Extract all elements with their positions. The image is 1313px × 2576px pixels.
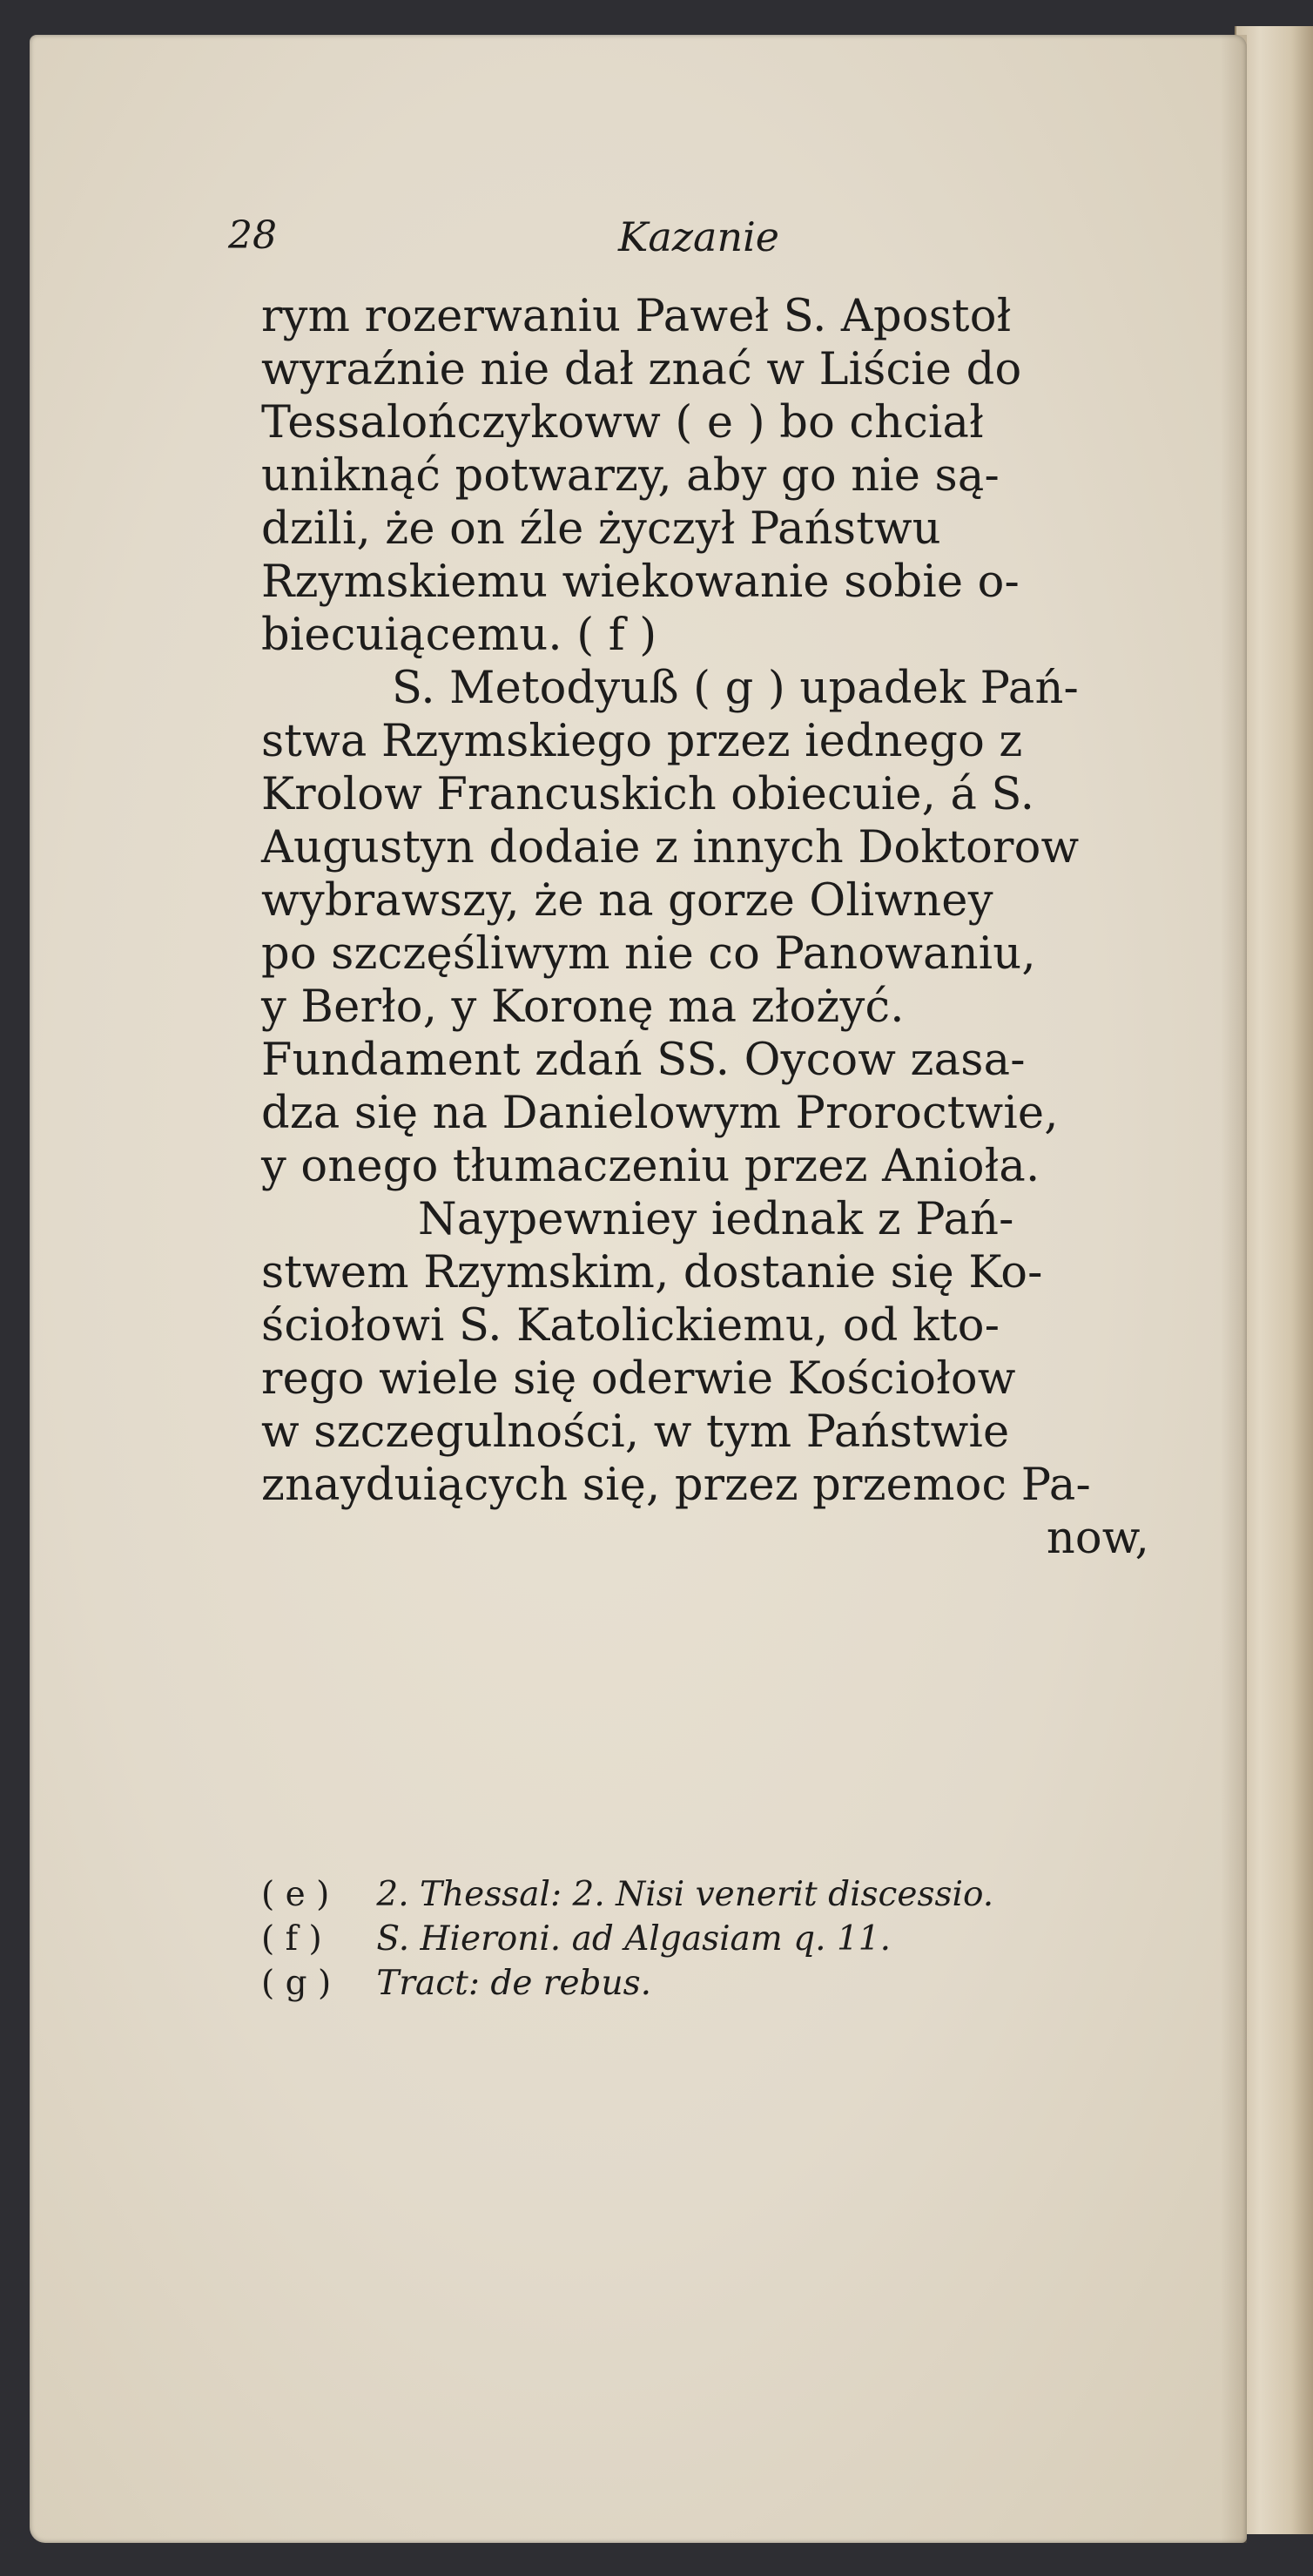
footnote-text: Tract: de rebus. <box>376 1964 652 2003</box>
text-line: wybrawszy, że na gorze Oliwney <box>261 875 993 927</box>
text-line: po szczęśliwym nie co Panowaniu, <box>261 928 1036 980</box>
text-line: Rzymskiemu wiekowanie sobie o- <box>261 556 1020 608</box>
text-line: Augustyn dodaie z innych Doktorow <box>261 822 1080 873</box>
text-line: Krolow Francuskich obiecuie, á S. <box>261 769 1035 820</box>
footnote <box>261 1917 1202 1961</box>
footnote-mark: ( f ) <box>261 1919 322 1959</box>
catchword: now, <box>1046 1513 1149 1564</box>
text-line: Tessalończykoww ( e ) bo chciał <box>261 397 984 448</box>
footnotes <box>261 1872 1202 2006</box>
text-line: w szczegulności, w tym Państwie <box>261 1406 1010 1458</box>
footnote-text: 2. Thessal: 2. Nisi venerit discessio. <box>376 1875 994 1914</box>
text-line: uniknąć potwarzy, aby go nie są- <box>261 450 1000 502</box>
text-line: Naypewniey iednak z Pań- <box>418 1194 1014 1245</box>
footnote-mark: ( e ) <box>261 1875 330 1914</box>
text-line: Fundament zdań SS. Oycow zasa- <box>261 1035 1026 1086</box>
text-line: biecuiącemu. ( f ) <box>261 610 657 661</box>
body-text <box>261 290 1202 1565</box>
text-line: y Berło, y Koronę ma złożyć. <box>261 981 905 1033</box>
running-head: Kazanie <box>618 213 780 260</box>
text-line: rym rozerwaniu Paweł S. Apostoł <box>261 291 1012 342</box>
page-number: 28 <box>228 213 277 258</box>
footnote-text: S. Hieroni. ad Algasiam q. 11. <box>376 1919 891 1959</box>
text-line: ściołowi S. Katolickiemu, od kto- <box>261 1300 1000 1352</box>
footnote <box>261 1961 1202 2006</box>
text-line: y onego tłumaczeniu przez Anioła. <box>261 1141 1040 1192</box>
text-line: dzili, że on źle życzył Państwu <box>261 503 941 555</box>
text-line: dza się na Danielowym Proroctwie, <box>261 1088 1059 1139</box>
page-header <box>228 213 838 274</box>
text-line: wyraźnie nie dał znać w Liście do <box>261 344 1022 395</box>
text-line: stwem Rzymskim, dostanie się Ko- <box>261 1247 1043 1298</box>
text-line: S. Metodyuß ( g ) upadek Pań- <box>392 663 1079 714</box>
text-line: znayduiących się, przez przemoc Pa- <box>261 1460 1091 1511</box>
footnote <box>261 1872 1202 1917</box>
footnote-mark: ( g ) <box>261 1964 332 2003</box>
text-line: rego wiele się oderwie Kościołow <box>261 1353 1016 1405</box>
text-line: stwa Rzymskiego przez iednego z <box>261 716 1023 767</box>
